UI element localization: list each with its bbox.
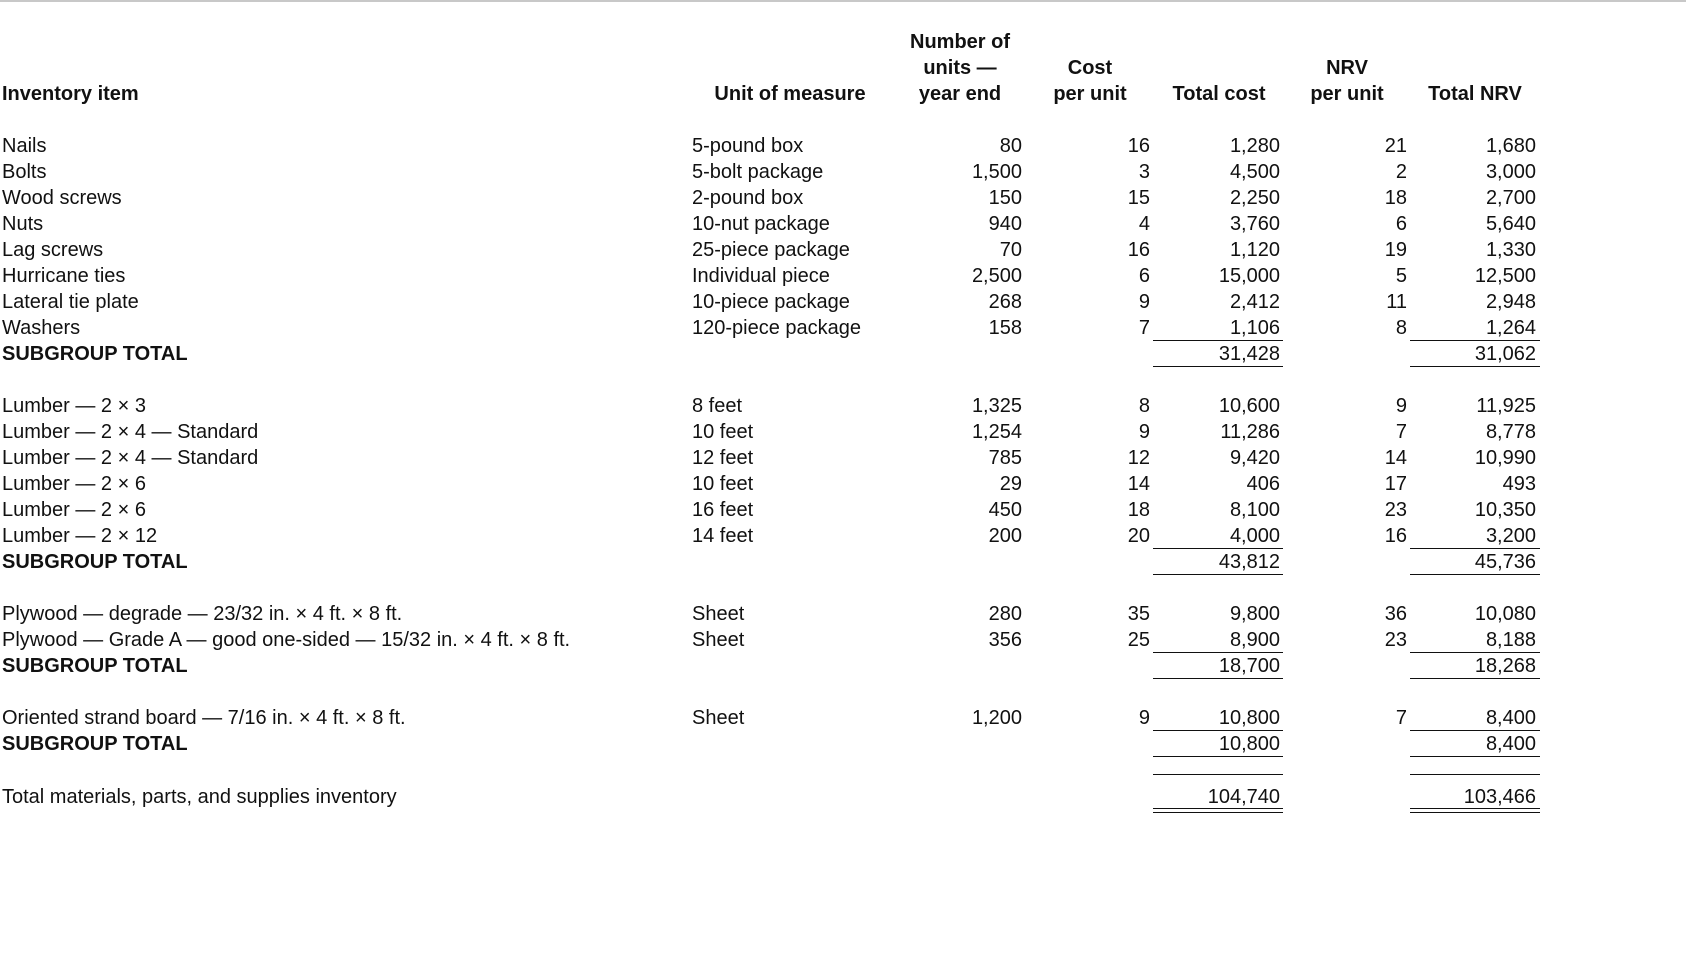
total-cost: 9,800	[1229, 603, 1280, 625]
total-nrv: 1,264	[1485, 317, 1536, 339]
total-cost: 8,100	[1229, 499, 1280, 521]
units-year-end: 158	[988, 317, 1022, 339]
item-name: Lag screws	[2, 239, 104, 261]
unit-of-measure: 16 feet	[692, 499, 754, 521]
cost-per-unit: 9	[1138, 707, 1150, 729]
subtotal-label: SUBGROUP TOTAL	[2, 343, 188, 365]
header-units-line3: year end	[918, 83, 1002, 105]
total-nrv: 12,500	[1474, 265, 1536, 287]
cost-per-unit: 15	[1127, 187, 1150, 209]
total-nrv: 2,948	[1485, 291, 1536, 313]
item-name: Lumber — 2 × 3	[2, 395, 146, 417]
total-nrv: 5,640	[1485, 213, 1536, 235]
nrv-per-unit: 16	[1384, 525, 1407, 547]
units-year-end: 29	[999, 473, 1022, 495]
subtotal-total-cost: 18,700	[1218, 655, 1280, 677]
nrv-per-unit: 9	[1395, 395, 1407, 417]
item-name: Lumber — 2 × 6	[2, 499, 146, 521]
total-nrv: 3,000	[1485, 161, 1536, 183]
total-cost: 4,000	[1229, 525, 1280, 547]
subtotal-total-cost: 31,428	[1218, 343, 1280, 365]
cost-per-unit: 7	[1138, 317, 1150, 339]
grand-total-cost: 104,740	[1207, 786, 1280, 808]
total-cost: 2,250	[1229, 187, 1280, 209]
total-cost: 1,280	[1229, 135, 1280, 157]
total-cost: 8,900	[1229, 629, 1280, 651]
nrv-per-unit: 23	[1384, 629, 1407, 651]
cost-per-unit: 14	[1127, 473, 1150, 495]
unit-of-measure: 25-piece package	[692, 239, 850, 261]
cost-per-unit: 16	[1127, 239, 1150, 261]
item-name: Washers	[2, 317, 81, 339]
total-nrv: 1,680	[1485, 135, 1536, 157]
header-total-nrv: Total NRV	[1428, 83, 1522, 105]
grand-total-label: Total materials, parts, and supplies inventory	[2, 786, 397, 808]
nrv-per-unit: 11	[1386, 291, 1407, 313]
item-name: Lumber — 2 × 4 — Standard	[2, 421, 259, 443]
item-name: Nuts	[2, 213, 44, 235]
item-name: Lumber — 2 × 12	[2, 525, 158, 547]
nrv-per-unit: 7	[1395, 421, 1407, 443]
grand-total-nrv-rule	[1410, 774, 1540, 775]
total-cost: 2,412	[1229, 291, 1280, 313]
item-name: Lateral tie plate	[2, 291, 139, 313]
total-nrv: 11,925	[1476, 395, 1536, 417]
total-nrv: 10,990	[1474, 447, 1536, 469]
nrv-per-unit: 18	[1384, 187, 1407, 209]
total-nrv: 1,330	[1485, 239, 1536, 261]
nrv-per-unit: 14	[1384, 447, 1407, 469]
unit-of-measure: Sheet	[692, 629, 745, 651]
total-cost: 10,600	[1218, 395, 1280, 417]
unit-of-measure: 5-pound box	[692, 135, 804, 157]
units-year-end: 785	[988, 447, 1022, 469]
subtotal-total-cost: 43,812	[1218, 551, 1280, 573]
header-cost-per-unit	[1040, 55, 1140, 107]
nrv-per-unit: 8	[1395, 317, 1407, 339]
subtotal-total-nrv: 18,268	[1474, 655, 1536, 677]
item-name: Hurricane ties	[2, 265, 126, 287]
cost-per-unit: 18	[1127, 499, 1150, 521]
nrv-per-unit: 5	[1395, 265, 1407, 287]
units-year-end: 268	[988, 291, 1022, 313]
cost-per-unit: 16	[1127, 135, 1150, 157]
subtotal-total-nrv: 45,736	[1474, 551, 1536, 573]
units-year-end: 1,200	[971, 707, 1022, 729]
total-nrv: 493	[1502, 473, 1536, 495]
header-total-cost: Total cost	[1172, 83, 1266, 105]
unit-of-measure: Individual piece	[692, 265, 830, 287]
nrv-per-unit: 7	[1395, 707, 1407, 729]
unit-of-measure: 12 feet	[692, 447, 754, 469]
item-name: Wood screws	[2, 187, 122, 209]
total-nrv: 3,200	[1485, 525, 1536, 547]
cost-per-unit: 35	[1127, 603, 1150, 625]
header-unit-of-measure: Unit of measure	[714, 83, 866, 105]
units-year-end: 450	[988, 499, 1022, 521]
total-cost: 4,500	[1229, 161, 1280, 183]
total-cost: 1,106	[1229, 317, 1280, 339]
grand-total-nrv-double-underline	[1410, 808, 1540, 813]
subtotal-label: SUBGROUP TOTAL	[2, 551, 188, 573]
unit-of-measure: 14 feet	[692, 525, 754, 547]
header-nrv-line2: per unit	[1310, 83, 1384, 105]
header-inventory-item: Inventory item	[2, 83, 139, 105]
subtotal-label: SUBGROUP TOTAL	[2, 733, 188, 755]
units-year-end: 1,254	[971, 421, 1022, 443]
subtotal-total-nrv: 31,062	[1474, 343, 1536, 365]
cost-per-unit: 25	[1127, 629, 1150, 651]
grand-total-cost-double-underline	[1153, 808, 1283, 813]
unit-of-measure: Sheet	[692, 707, 745, 729]
total-cost: 1,120	[1229, 239, 1280, 261]
nrv-per-unit: 17	[1384, 473, 1407, 495]
item-name: Plywood — degrade — 23/32 in. × 4 ft. × 8 ft.	[2, 603, 403, 625]
nrv-per-unit: 6	[1395, 213, 1407, 235]
unit-of-measure: 2-pound box	[692, 187, 804, 209]
header-nrv-line1: NRV	[1326, 57, 1368, 79]
cost-per-unit: 3	[1138, 161, 1150, 183]
total-cost: 9,420	[1229, 447, 1280, 469]
units-year-end: 80	[999, 135, 1022, 157]
cost-per-unit: 4	[1138, 213, 1150, 235]
subtotal-total-cost: 10,800	[1218, 733, 1280, 755]
total-nrv: 8,400	[1485, 707, 1536, 729]
cost-per-unit: 9	[1138, 421, 1150, 443]
cost-per-unit: 6	[1138, 265, 1150, 287]
subtotal-total-nrv: 8,400	[1485, 733, 1536, 755]
total-nrv: 10,350	[1474, 499, 1536, 521]
total-cost: 11,286	[1220, 421, 1280, 443]
item-name: Plywood — Grade A — good one-sided — 15/32 in. × 4 ft. × 8 ft.	[2, 629, 571, 651]
grand-total-cost-rule	[1153, 774, 1283, 775]
total-nrv: 8,188	[1485, 629, 1536, 651]
item-name: Nails	[2, 135, 47, 157]
total-nrv: 2,700	[1485, 187, 1536, 209]
units-year-end: 356	[988, 629, 1022, 651]
nrv-per-unit: 2	[1395, 161, 1407, 183]
unit-of-measure: 8 feet	[692, 395, 743, 417]
grand-total-nrv: 103,466	[1463, 786, 1536, 808]
units-year-end: 150	[988, 187, 1022, 209]
units-year-end: 940	[988, 213, 1022, 235]
units-year-end: 2,500	[971, 265, 1022, 287]
nrv-per-unit: 21	[1384, 135, 1407, 157]
header-cost-line1: Cost	[1067, 57, 1113, 79]
header-units-line2: units —	[923, 57, 997, 79]
header-units-line1: Number of	[910, 31, 1010, 53]
unit-of-measure: 10-nut package	[692, 213, 830, 235]
top-border	[0, 0, 1686, 2]
units-year-end: 70	[999, 239, 1022, 261]
unit-of-measure: 120-piece package	[692, 317, 862, 339]
unit-of-measure: Sheet	[692, 603, 745, 625]
nrv-per-unit: 19	[1384, 239, 1407, 261]
units-year-end: 200	[988, 525, 1022, 547]
total-nrv: 8,778	[1485, 421, 1536, 443]
total-nrv: 10,080	[1474, 603, 1536, 625]
cost-per-unit: 8	[1138, 395, 1150, 417]
unit-of-measure: 10 feet	[692, 473, 754, 495]
units-year-end: 280	[988, 603, 1022, 625]
total-cost: 15,000	[1218, 265, 1280, 287]
header-number-of-units	[895, 29, 1025, 107]
cost-per-unit: 20	[1127, 525, 1150, 547]
total-cost: 3,760	[1229, 213, 1280, 235]
unit-of-measure: 10 feet	[692, 421, 754, 443]
total-cost: 10,800	[1218, 707, 1280, 729]
nrv-per-unit: 36	[1384, 603, 1407, 625]
nrv-per-unit: 23	[1384, 499, 1407, 521]
total-cost: 406	[1246, 473, 1280, 495]
item-name: Lumber — 2 × 4 — Standard	[2, 447, 259, 469]
unit-of-measure: 10-piece package	[692, 291, 850, 313]
item-name: Oriented strand board — 7/16 in. × 4 ft. × 8 ft.	[2, 707, 406, 729]
subtotal-label: SUBGROUP TOTAL	[2, 655, 188, 677]
cost-per-unit: 12	[1127, 447, 1150, 469]
unit-of-measure: 5-bolt package	[692, 161, 824, 183]
item-name: Bolts	[2, 161, 47, 183]
header-cost-line2: per unit	[1053, 83, 1127, 105]
units-year-end: 1,325	[971, 395, 1022, 417]
cost-per-unit: 9	[1138, 291, 1150, 313]
item-name: Lumber — 2 × 6	[2, 473, 146, 495]
units-year-end: 1,500	[971, 161, 1022, 183]
header-nrv-per-unit	[1297, 55, 1397, 107]
